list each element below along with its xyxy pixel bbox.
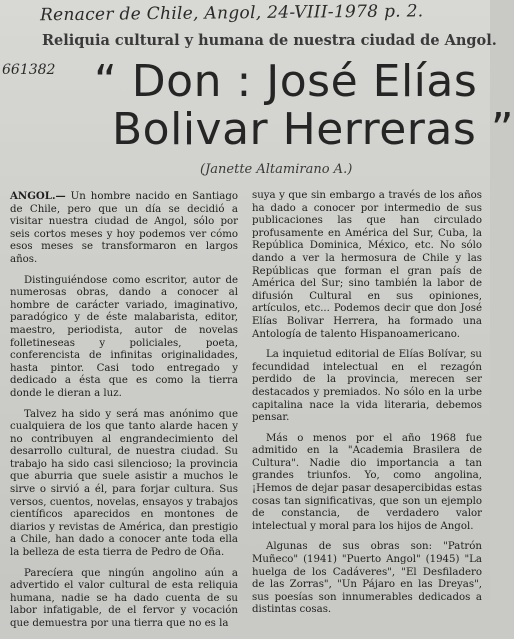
article-column-left — [10, 190, 238, 639]
article-headline — [64, 56, 514, 155]
paragraph-text: Un hombre nacido en Santiago de Chile, pero que un día se decidió a visitar nuestra ciudad de Angol, sólo por seis cortos meses y hoy podemos ver cómo esos meses se transformaron en largos años. — [10, 191, 238, 265]
article-kicker: Reliquia cultural y humana de nuestra ciudad de Angol. — [42, 32, 497, 49]
paragraph — [10, 190, 238, 267]
paragraph: Algunas de sus obras son: "Patrón Muñeco" (1941) "Puerto Angol" (1945) "La huelga de los Cadáveres", "El Desfiladero de las Zorras", "Un Pájaro en las Dreyas", sus poesías son innumerables dedicados a distintas cosas. — [252, 541, 482, 616]
paragraph: La inquietud editorial de Elías Bolívar, su fecundidad intelectual en el rezagón perdido de la provincia, merecen ser destacados y premiados. No sólo en la urbe capitalina nace la vida literaria, debemos pensar. — [252, 349, 482, 424]
headline-line-1: “ Don : José Elías — [94, 56, 478, 107]
article-column-right — [252, 190, 482, 625]
handwritten-source-note: Renacer de Chile, Angol, 24-VIII-1978 p. 2. — [39, 1, 424, 26]
paragraph: suya y que sin embargo a través de los años ha dado a conocer por intermedio de sus publicaciones las que han circulado profusamente en América del Sur, Cuba, la República Dominica, México, etc. No sólo dando a ver la hermosura de Chile y las Repúblicas que forman el gran país de América del Sur; sino también la labor de difusión Cultural en sus opiniones, artículos, etc... Podemos decir que don José Elías Bolivar Herrera, ha formado una Antología de talento Hispanoamericano. — [252, 190, 482, 340]
paragraph: Parecíera que ningún angolino aún a advertido el valor cultural de esta reliquia humana, nadie se ha dado cuenta de su labor infatigable, de el fervor y vocación que demuestra por una tierra que no es la — [10, 567, 238, 629]
paragraph: Distinguiéndose como escritor, autor de numerosas obras, dando a conocer al hombre de carácter variado, imaginativo, paradógico y de éste malabarista, editor, maestro, periodista, autor de novelas folletineseas y policiales, poeta, conferencista de infinitas originalidades, hasta pintor. Casi todo entregado y dedicado a ésta que es como la tierra donde le dieran a luz. — [10, 274, 238, 399]
article-byline: (Janette Altamirano A.) — [200, 162, 353, 177]
paragraph: Más o menos por el año 1968 fue admitido en la "Academia Brasilera de Cultura". Nadie dio importancia a tan grandes triunfos. Yo, como angolina, ¡Hemos de dejar pasar desapercibidas estas cosas tan significativas, que son un ejemplo de constancia, de verdadero valor intelectual y moral para los hijos de Angol. — [252, 432, 482, 532]
handwritten-side-number: 661382 — [2, 62, 56, 78]
dateline: ANGOL.— — [10, 190, 66, 202]
paragraph: Talvez ha sido y será mas anónimo que cualquiera de los que tanto alarde hacen y no contribuyen al engrandecimiento del desarrollo cultural, de nuestra ciudad. Su trabajo ha sido casi silencioso; la provincia que aburria que suele asistir a muchos le sirve o sirvió a él, para forjar cultura. Sus versos, cuentos, novelas, ensayos y trabajos científicos aparecidos en montones de diarios y revistas de América, dan prestigio a Chile, han dado a conocer ante toda ella la belleza de esta tierra de Pedro de Oña. — [10, 408, 238, 559]
headline-line-2: Bolivar Herreras ” — [112, 104, 514, 155]
